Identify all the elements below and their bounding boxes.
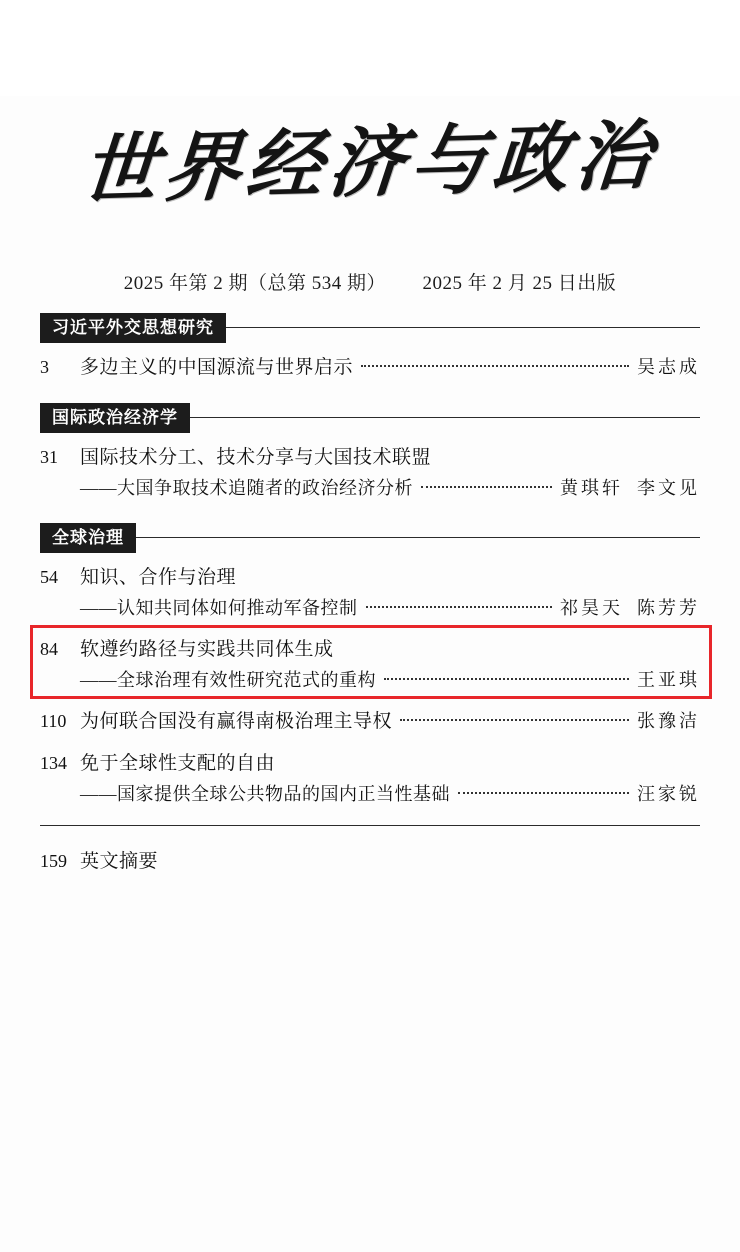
article-title: 为何联合国没有赢得南极治理主导权 — [80, 711, 393, 732]
section-ipe — [22, 403, 718, 505]
leader-dots — [458, 792, 629, 794]
section-rule — [40, 537, 700, 538]
toc-entry[interactable] — [40, 697, 700, 739]
toc-entry-main-row — [40, 352, 700, 383]
leader-dots — [400, 719, 629, 721]
page-number: 110 — [40, 711, 67, 731]
leader-dots — [361, 365, 629, 367]
article-subtitle: ——国家提供全球公共物品的国内正当性基础 — [80, 784, 450, 804]
toc-tail — [40, 826, 700, 877]
section-entries — [40, 343, 700, 385]
toc-entry-main-row — [40, 706, 700, 737]
section-header — [40, 523, 700, 553]
page-number: 31 — [40, 447, 58, 467]
issue-date: 2025 年 2 月 25 日出版 — [422, 273, 617, 294]
article-authors — [560, 473, 700, 503]
journal-title: 世界经济与政治 — [78, 110, 661, 214]
section-label: 全球治理 — [40, 523, 136, 553]
author-name: 李文见 — [637, 478, 700, 498]
page-number: 3 — [40, 357, 49, 377]
article-subtitle: ——全球治理有效性研究范式的重构 — [80, 670, 376, 690]
toc-entry-sub-row — [40, 473, 700, 503]
journal-contents-page — [0, 96, 740, 1252]
article-authors: 汪家锐 — [637, 784, 700, 804]
leader-dots — [366, 606, 553, 608]
article-title: 国际技术分工、技术分享与大国技术联盟 — [80, 447, 432, 468]
author-name: 黄琪轩 — [560, 478, 623, 498]
page-number: 54 — [40, 567, 58, 587]
section-label: 国际政治经济学 — [40, 403, 190, 433]
article-authors: 张豫洁 — [637, 711, 700, 731]
page-number: 84 — [40, 639, 58, 659]
toc-entry-sub-row — [40, 593, 700, 623]
toc-entry-sub-row — [40, 779, 700, 809]
section-entries — [40, 553, 700, 811]
section-xijinping-diplomacy — [22, 313, 718, 385]
leader-dots — [384, 678, 629, 680]
toc-entry[interactable] — [40, 433, 700, 505]
article-authors: 王亚琪 — [637, 670, 700, 690]
leader-dots — [421, 486, 552, 488]
page-number: 159 — [40, 851, 67, 871]
section-label: 习近平外交思想研究 — [40, 313, 226, 343]
article-title: 多边主义的中国源流与世界启示 — [80, 357, 354, 378]
toc-entry[interactable] — [40, 553, 700, 625]
article-title: 知识、合作与治理 — [80, 567, 237, 588]
toc-entry-highlighted[interactable] — [40, 625, 700, 697]
article-title: 免于全球性支配的自由 — [80, 753, 276, 774]
section-entries — [40, 433, 700, 505]
issue-number: 2025 年第 2 期（总第 534 期） — [123, 273, 386, 294]
toc-entry[interactable] — [40, 739, 700, 811]
toc-entry[interactable] — [40, 826, 700, 877]
article-authors — [560, 593, 700, 623]
article-title: 英文摘要 — [80, 851, 159, 872]
issue-line — [22, 268, 718, 295]
article-authors: 吴志成 — [637, 357, 700, 377]
section-global-governance — [22, 523, 718, 811]
article-subtitle: ——认知共同体如何推动军备控制 — [80, 598, 358, 618]
toc-entry-sub-row — [40, 665, 700, 695]
article-title: 软遵约路径与实践共同体生成 — [80, 639, 334, 660]
author-name: 陈芳芳 — [637, 598, 700, 618]
toc-entry-main-row — [40, 562, 700, 593]
toc-entry-main-row — [40, 634, 700, 665]
author-name: 祁昊天 — [560, 598, 623, 618]
article-subtitle: ——大国争取技术追随者的政治经济分析 — [80, 478, 413, 498]
journal-masthead — [22, 96, 718, 216]
toc-entry-main-row — [40, 442, 700, 473]
page-number: 134 — [40, 753, 67, 773]
section-header — [40, 313, 700, 343]
toc-entry[interactable] — [40, 343, 700, 385]
section-header — [40, 403, 700, 433]
toc-entry-main-row — [40, 748, 700, 779]
